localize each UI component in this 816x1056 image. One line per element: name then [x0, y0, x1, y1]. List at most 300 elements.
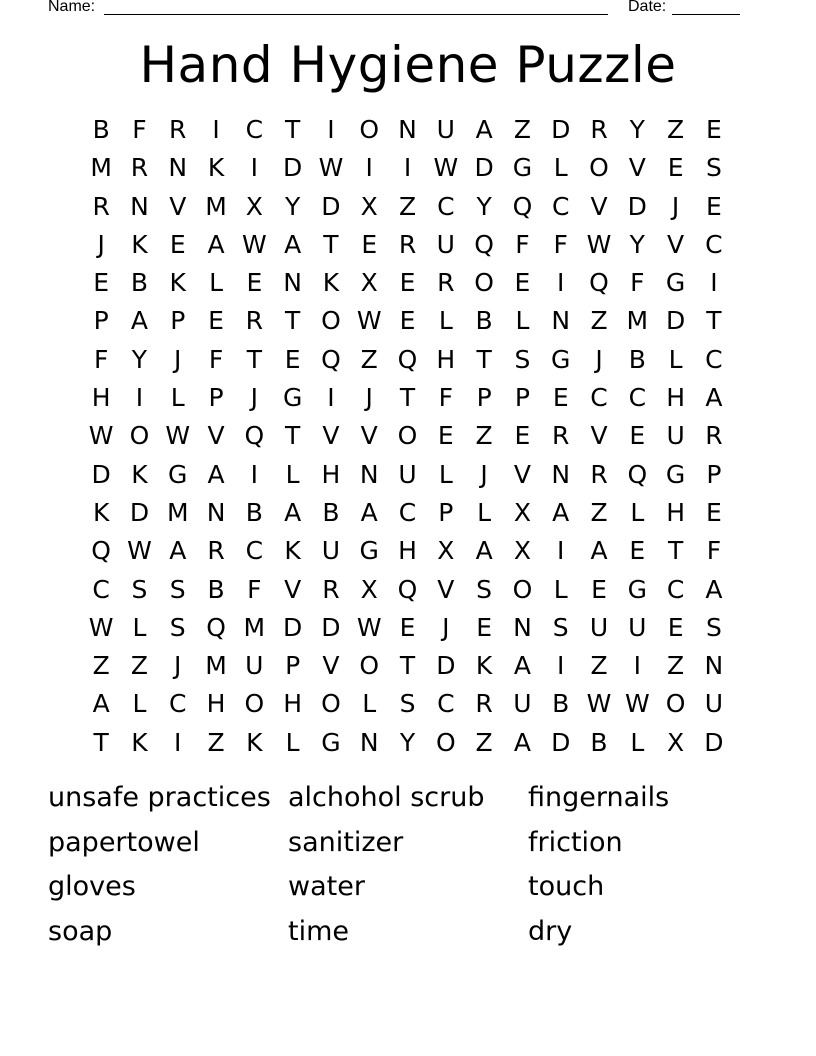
grid-cell: S	[705, 612, 722, 642]
grid-cell: L	[515, 306, 530, 336]
grid-cell: B	[130, 268, 149, 298]
word-list-item: papertowel	[48, 826, 200, 858]
word-list-item: dry	[528, 916, 573, 948]
grid-cell: Z	[590, 497, 608, 527]
grid-cell: F	[93, 344, 109, 374]
grid-cell: Q	[627, 459, 648, 489]
grid-cell: L	[132, 689, 147, 719]
grid-cell: O	[665, 689, 686, 719]
grid-cell: B	[590, 727, 608, 757]
header	[48, 0, 748, 20]
grid-cell: A	[513, 727, 531, 757]
grid-cell: O	[589, 153, 609, 183]
grid-cell: T	[284, 421, 301, 451]
grid-cell: S	[169, 612, 186, 642]
grid-cell: X	[437, 536, 455, 566]
grid-cell: D	[474, 153, 494, 183]
grid-cell: V	[667, 229, 685, 259]
grid-cell: W	[586, 689, 612, 719]
grid-cell: D	[283, 153, 303, 183]
grid-cell: H	[283, 689, 303, 719]
grid-cell: S	[131, 574, 148, 604]
grid-cell: Q	[244, 421, 265, 451]
grid-cell: W	[165, 421, 191, 451]
grid-cell: W	[356, 306, 382, 336]
grid-cell: W	[433, 153, 459, 183]
grid-cell: D	[321, 612, 341, 642]
grid-cell: S	[169, 574, 186, 604]
grid-cell: F	[630, 268, 645, 298]
grid-cell: C	[92, 574, 110, 604]
grid-cell: P	[285, 651, 301, 681]
grid-cell: N	[359, 459, 379, 489]
grid-cell: E	[208, 306, 224, 336]
grid-cell: Y	[131, 344, 148, 374]
grid-cell: Z	[92, 651, 110, 681]
grid-cell: K	[284, 536, 301, 566]
grid-cell: G	[168, 459, 188, 489]
grid-cell: D	[283, 612, 303, 642]
name-blank-line	[104, 14, 608, 15]
grid-cell: K	[169, 268, 186, 298]
grid-cell: H	[436, 344, 456, 374]
grid-cell: X	[360, 574, 378, 604]
grid-cell: K	[92, 497, 110, 527]
grid-cell: E	[476, 612, 493, 642]
grid-cell: F	[132, 115, 147, 144]
grid-cell: O	[129, 421, 150, 451]
grid-cell: Q	[91, 536, 111, 566]
word-list-item: gloves	[48, 871, 136, 903]
grid-cell: U	[436, 115, 455, 144]
grid-cell: U	[589, 612, 609, 642]
grid-cell: E	[284, 344, 301, 374]
grid-cell: L	[553, 574, 568, 604]
grid-cell: R	[322, 574, 340, 604]
grid-cell: K	[475, 651, 493, 681]
grid-cell: V	[322, 421, 340, 451]
grid-cell: B	[92, 115, 110, 144]
grid-cell: U	[666, 421, 685, 451]
grid-cell: X	[360, 268, 378, 298]
grid-cell: O	[397, 421, 418, 451]
grid-cell: A	[705, 383, 723, 413]
grid-cell: D	[129, 497, 150, 527]
grid-cell: Z	[513, 115, 531, 144]
grid-cell: E	[399, 306, 416, 336]
grid-cell: P	[476, 383, 492, 413]
grid-cell: N	[168, 153, 188, 183]
word-list-item: friction	[528, 826, 623, 858]
grid-cell: J	[365, 383, 373, 413]
grid-cell: E	[629, 421, 646, 451]
grid-cell: V	[590, 191, 608, 221]
grid-cell: E	[667, 612, 684, 642]
grid-cell: Q	[397, 574, 418, 604]
grid-cell: O	[321, 306, 341, 336]
grid-cell: V	[360, 421, 378, 451]
grid-cell: C	[245, 536, 264, 566]
grid-cell: Y	[629, 229, 645, 259]
grid-cell: O	[244, 689, 265, 719]
grid-cell: I	[250, 459, 259, 489]
grid-cell: F	[247, 574, 262, 604]
word-list-item: soap	[48, 916, 113, 948]
grid-cell: L	[438, 459, 453, 489]
grid-cell: R	[398, 229, 417, 259]
grid-cell: Q	[474, 229, 494, 259]
grid-cell: A	[552, 497, 570, 527]
word-list-item: alchohol scrub	[288, 782, 485, 813]
grid-cell: T	[284, 115, 301, 144]
grid-cell: X	[667, 727, 685, 757]
grid-cell: L	[553, 153, 568, 183]
grid-cell: Y	[284, 191, 301, 221]
grid-cell: G	[512, 153, 533, 183]
grid-cell: N	[206, 497, 226, 527]
grid-cell: R	[245, 306, 264, 336]
grid-cell: D	[551, 115, 571, 144]
grid-cell: E	[399, 612, 416, 642]
grid-cell: E	[361, 229, 378, 259]
grid-cell: Q	[589, 268, 609, 298]
word-list-item: touch	[528, 871, 605, 903]
grid-cell: F	[208, 344, 224, 374]
grid-cell: G	[321, 727, 341, 757]
grid-cell: P	[706, 459, 722, 489]
grid-cell: E	[514, 421, 531, 451]
grid-cell: R	[705, 421, 723, 451]
grid-cell: O	[474, 268, 494, 298]
date-label: Date:	[628, 0, 667, 15]
grid-cell: D	[436, 651, 456, 681]
grid-cell: N	[551, 459, 571, 489]
grid-cell: W	[356, 612, 382, 642]
grid-cell: N	[130, 191, 149, 221]
grid-cell: Y	[476, 191, 492, 221]
grid-cell: T	[323, 229, 339, 259]
grid-cell: S	[399, 689, 416, 719]
grid-cell: E	[514, 268, 531, 298]
grid-cell: R	[169, 115, 187, 144]
grid-cell: R	[130, 153, 149, 183]
grid-cell: W	[318, 153, 344, 183]
grid-cell: O	[512, 574, 533, 604]
grid-cell: I	[212, 115, 220, 144]
grid-cell: E	[552, 383, 569, 413]
grid-cell: J	[442, 612, 450, 642]
grid-cell: X	[513, 497, 531, 527]
grid-cell: L	[477, 497, 492, 527]
grid-cell: L	[630, 497, 645, 527]
grid-cell: L	[209, 268, 223, 298]
grid-cell: M	[243, 612, 266, 642]
grid-cell: B	[475, 306, 493, 336]
grid-cell: E	[667, 153, 684, 183]
grid-cell: Z	[590, 651, 608, 681]
name-label: Name:	[48, 0, 96, 15]
grid-cell: N	[283, 268, 302, 298]
grid-cell: H	[666, 497, 685, 527]
grid-cell: P	[438, 497, 454, 527]
grid-cell: Q	[321, 344, 341, 374]
grid-cell: C	[705, 229, 723, 259]
grid-cell: G	[359, 536, 379, 566]
grid-cell: I	[710, 268, 718, 298]
grid-cell: F	[438, 383, 454, 413]
grid-cell: L	[285, 459, 300, 489]
grid-cell: Z	[667, 651, 685, 681]
grid-cell: W	[127, 536, 152, 566]
grid-cell: R	[590, 115, 608, 144]
grid-cell: K	[131, 727, 148, 757]
word-list-item: unsafe practices	[48, 782, 271, 813]
grid-cell: A	[360, 497, 378, 527]
grid-cell: O	[359, 651, 380, 681]
word-list-item: fingernails	[528, 782, 670, 813]
grid-cell: E	[591, 574, 607, 604]
grid-cell: G	[665, 459, 686, 489]
grid-cell: N	[551, 306, 571, 336]
grid-cell: W	[241, 229, 267, 259]
grid-cell: M	[205, 191, 227, 221]
grid-cell: T	[399, 383, 416, 413]
grid-cell: S	[552, 612, 569, 642]
grid-cell: H	[321, 459, 341, 489]
grid-cell: E	[629, 536, 646, 566]
grid-cell: Z	[667, 115, 685, 144]
grid-cell: Y	[629, 115, 645, 144]
grid-cell: A	[475, 115, 493, 144]
grid-cell: A	[475, 536, 493, 566]
grid-cell: E	[93, 268, 110, 298]
grid-cell: W	[88, 421, 114, 451]
grid-cell: Z	[360, 344, 378, 374]
grid-cell: E	[399, 268, 416, 298]
grid-cell: R	[552, 421, 570, 451]
grid-cell: C	[437, 191, 455, 221]
grid-cell: A	[284, 497, 302, 527]
grid-cell: R	[92, 191, 110, 221]
grid-cell: D	[551, 727, 571, 757]
grid-cell: V	[437, 574, 455, 604]
letter-grid	[82, 111, 733, 762]
grid-cell: X	[513, 536, 531, 566]
grid-cell: S	[705, 153, 722, 183]
grid-cell: I	[557, 268, 565, 298]
grid-cell: N	[398, 115, 417, 144]
grid-cell: I	[633, 651, 641, 681]
grid-cell: B	[245, 497, 263, 527]
grid-cell: U	[245, 651, 264, 681]
grid-cell: L	[170, 383, 185, 413]
grid-cell: T	[284, 306, 301, 336]
word-list	[48, 776, 768, 955]
grid-cell: E	[706, 497, 722, 527]
grid-cell: C	[590, 383, 608, 413]
grid-cell: E	[246, 268, 263, 298]
grid-cell: C	[551, 191, 570, 221]
grid-cell: S	[476, 574, 493, 604]
grid-cell: J	[174, 344, 182, 374]
grid-cell: L	[630, 727, 645, 757]
grid-cell: A	[705, 574, 723, 604]
grid-cell: C	[169, 689, 187, 719]
grid-cell: Q	[512, 191, 533, 221]
grid-cell: V	[207, 421, 225, 451]
grid-cell: C	[245, 115, 264, 144]
grid-cell: T	[246, 344, 262, 374]
grid-cell: A	[513, 651, 531, 681]
word-list-item: time	[288, 916, 350, 948]
grid-cell: I	[557, 536, 565, 566]
grid-cell: O	[359, 115, 380, 144]
grid-cell: G	[551, 344, 571, 374]
grid-cell: E	[706, 115, 722, 144]
grid-cell: J	[671, 191, 680, 221]
grid-cell: P	[170, 306, 186, 336]
grid-cell: Z	[207, 727, 225, 757]
grid-cell: C	[398, 497, 417, 527]
grid-cell: P	[514, 383, 530, 413]
grid-cell: P	[93, 306, 109, 336]
grid-cell: U	[513, 689, 532, 719]
grid-cell: D	[665, 306, 686, 336]
grid-cell: D	[91, 459, 111, 489]
grid-cell: Q	[397, 344, 418, 374]
grid-cell: M	[626, 306, 649, 336]
grid-cell: Z	[398, 191, 417, 221]
grid-cell: J	[174, 651, 182, 681]
grid-cell: U	[398, 459, 417, 489]
grid-cell: R	[475, 689, 493, 719]
grid-cell: N	[513, 612, 532, 642]
grid-cell: C	[437, 689, 455, 719]
grid-cell: L	[132, 612, 147, 642]
grid-cell: B	[322, 497, 340, 527]
grid-cell: A	[169, 536, 187, 566]
grid-cell: X	[245, 191, 263, 221]
grid-cell: J	[97, 229, 105, 259]
grid-cell: M	[205, 651, 227, 681]
grid-cell: F	[515, 229, 530, 259]
grid-cell: E	[437, 421, 454, 451]
grid-cell: K	[322, 268, 340, 298]
grid-cell: G	[627, 574, 647, 604]
grid-cell: I	[327, 115, 335, 144]
grid-cell: A	[590, 536, 608, 566]
grid-cell: V	[628, 153, 646, 183]
grid-cell: Y	[399, 727, 416, 757]
grid-cell: W	[624, 689, 650, 719]
grid-cell: A	[130, 306, 148, 336]
grid-cell: J	[480, 459, 488, 489]
grid-cell: T	[476, 344, 492, 374]
grid-cell: N	[359, 727, 379, 757]
grid-cell: F	[553, 229, 568, 259]
grid-cell: M	[90, 153, 112, 183]
grid-cell: T	[399, 651, 416, 681]
grid-cell: A	[284, 229, 302, 259]
grid-cell: U	[321, 536, 341, 566]
grid-cell: H	[91, 383, 111, 413]
grid-cell: J	[250, 383, 259, 413]
grid-cell: P	[208, 383, 224, 413]
grid-cell: A	[207, 459, 225, 489]
grid-cell: D	[704, 727, 724, 757]
grid-cell: C	[666, 574, 685, 604]
grid-cell: O	[321, 689, 341, 719]
grid-cell: X	[360, 191, 378, 221]
grid-cell: H	[398, 536, 417, 566]
grid-cell: A	[207, 229, 225, 259]
grid-cell: H	[206, 689, 226, 719]
grid-cell: U	[628, 612, 647, 642]
grid-cell: M	[166, 497, 189, 527]
grid-cell: V	[322, 651, 340, 681]
grid-cell: V	[590, 421, 608, 451]
grid-cell: Z	[475, 421, 493, 451]
grid-cell: L	[438, 306, 453, 336]
grid-cell: Z	[475, 727, 493, 757]
grid-cell: A	[92, 689, 110, 719]
grid-cell: B	[207, 574, 225, 604]
grid-cell: K	[131, 459, 148, 489]
grid-cell: F	[706, 536, 722, 566]
grid-cell: H	[666, 383, 685, 413]
grid-cell: K	[207, 153, 225, 183]
grid-cell: T	[93, 727, 109, 757]
grid-cell: I	[557, 651, 565, 681]
grid-cell: B	[628, 344, 646, 374]
grid-cell: T	[667, 536, 684, 566]
grid-cell: V	[513, 459, 531, 489]
grid-cell: G	[282, 383, 303, 413]
grid-cell: S	[514, 344, 531, 374]
grid-cell: N	[704, 651, 724, 681]
grid-cell: V	[169, 191, 187, 221]
grid-cell: R	[207, 536, 225, 566]
grid-cell: D	[627, 191, 647, 221]
grid-cell: R	[590, 459, 608, 489]
grid-cell: I	[327, 383, 335, 413]
grid-cell: J	[595, 344, 603, 374]
grid-cell: Q	[206, 612, 226, 642]
grid-cell: O	[435, 727, 456, 757]
grid-cell: L	[362, 689, 377, 719]
grid-cell: K	[246, 727, 263, 757]
grid-cell: U	[704, 689, 724, 719]
grid-cell: E	[706, 191, 722, 221]
grid-cell: I	[403, 153, 412, 183]
grid-cell: L	[668, 344, 683, 374]
grid-cell: I	[174, 727, 182, 757]
grid-cell: G	[665, 268, 686, 298]
grid-cell: D	[321, 191, 341, 221]
grid-cell: Z	[590, 306, 608, 336]
date-blank-line	[672, 14, 740, 15]
grid-cell: W	[586, 229, 612, 259]
grid-cell: L	[285, 727, 300, 757]
grid-cell: I	[135, 383, 144, 413]
grid-cell: I	[250, 153, 259, 183]
grid-cell: C	[705, 344, 723, 374]
grid-cell: W	[88, 612, 114, 642]
grid-cell: R	[437, 268, 455, 298]
word-list-item: sanitizer	[288, 826, 404, 858]
grid-cell: B	[552, 689, 570, 719]
grid-cell: U	[436, 229, 455, 259]
